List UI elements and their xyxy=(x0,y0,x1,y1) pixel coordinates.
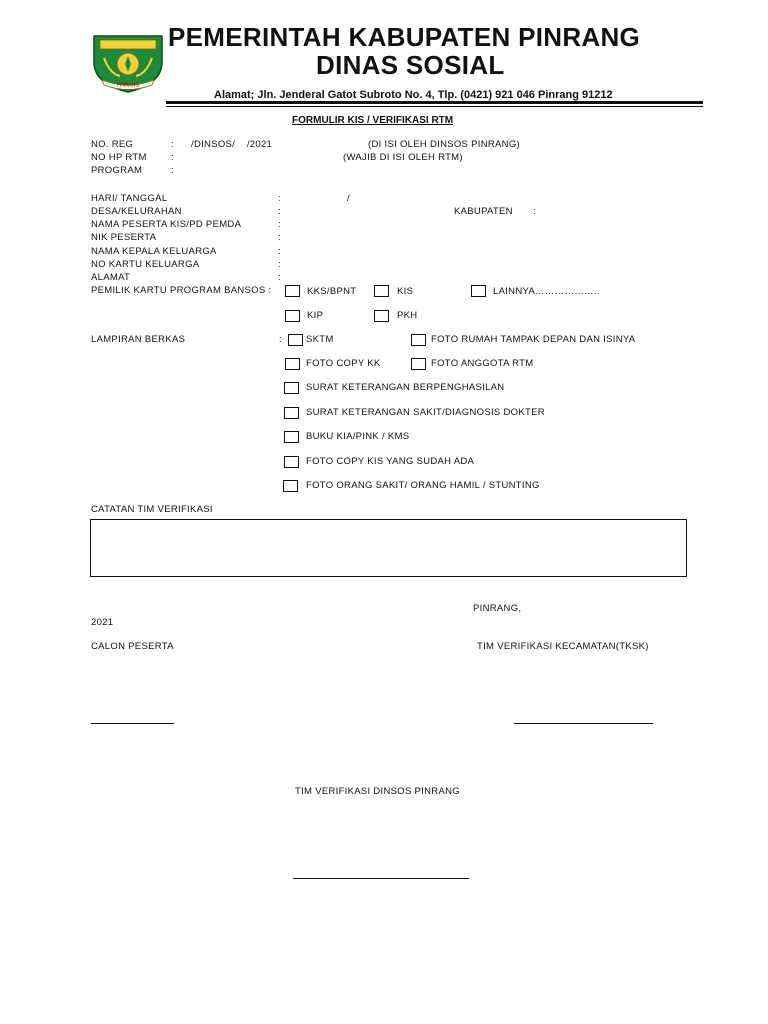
sktm-label: SKTM xyxy=(306,334,334,345)
no-reg-colon: : xyxy=(171,139,174,150)
catatan-label: CATATAN TIM VERIFIKASI xyxy=(91,504,213,515)
buku-kia-checkbox[interactable] xyxy=(284,431,299,443)
foto-anggota-checkbox[interactable] xyxy=(411,358,426,370)
desa-label: DESA/KELURAHAN xyxy=(91,206,182,217)
buku-kia-label: BUKU KIA/PINK / KMS xyxy=(306,431,410,442)
dinsos-label: TIM VERIFIKASI DINSOS PINRANG xyxy=(295,786,460,797)
foto-rumah-label: FOTO RUMAH TAMPAK DEPAN DAN ISINYA xyxy=(431,334,636,345)
kis-label: KIS xyxy=(397,286,414,297)
no-hp-note: (WAJIB DI ISI OLEH RTM) xyxy=(343,152,463,163)
form-title: FORMULIR KIS / VERIFIKASI RTM xyxy=(292,115,454,126)
lainnya-checkbox[interactable] xyxy=(471,285,486,297)
header-subtitle: DINAS SOSIAL xyxy=(316,50,505,80)
pkh-label: PKH xyxy=(397,310,418,321)
kabupaten-label: KABUPATEN xyxy=(454,206,513,217)
copy-kis-checkbox[interactable] xyxy=(284,456,299,468)
kks-bpnt-checkbox[interactable] xyxy=(285,285,300,297)
nama-peserta-label: NAMA PESERTA KIS/PD PEMDA xyxy=(91,219,242,230)
dinsos-signature-line[interactable] xyxy=(293,878,469,879)
sign-year: 2021 xyxy=(91,617,114,628)
ket-penghasilan-checkbox[interactable] xyxy=(284,382,299,394)
alamat-colon: : xyxy=(278,272,281,283)
calon-peserta-signature-line[interactable] xyxy=(91,723,174,724)
date-slash: / xyxy=(347,193,350,204)
ket-sakit-checkbox[interactable] xyxy=(284,407,299,419)
header-rule-thick xyxy=(166,101,703,104)
no-hp-label: NO HP RTM xyxy=(91,152,147,163)
no-reg-note: (DI ISI OLEH DINSOS PINRANG) xyxy=(368,139,520,150)
nama-peserta-colon: : xyxy=(278,219,281,230)
svg-text:PINRANG: PINRANG xyxy=(116,82,140,89)
kip-label: KIP xyxy=(307,310,324,321)
lampiran-colon: : xyxy=(279,334,282,345)
copy-kis-label: FOTO COPY KIS YANG SUDAH ADA xyxy=(306,456,475,467)
pkh-checkbox[interactable] xyxy=(374,310,389,322)
header-rule-thin xyxy=(166,106,703,107)
header-title: PEMERINTAH KABUPATEN PINRANG xyxy=(168,22,641,52)
tksk-signature-line[interactable] xyxy=(514,723,653,724)
desa-colon: : xyxy=(278,206,281,217)
no-kk-label: NO KARTU KELUARGA xyxy=(91,259,200,270)
tksk-label: TIM VERIFIKASI KECAMATAN(TKSK) xyxy=(477,641,649,652)
foto-rumah-checkbox[interactable] xyxy=(411,334,426,346)
nama-kk-colon: : xyxy=(278,246,281,257)
nama-kk-label: NAMA KEPALA KELUARGA xyxy=(91,246,217,257)
foto-anggota-label: FOTO ANGGOTA RTM xyxy=(431,358,534,369)
nik-colon: : xyxy=(278,232,281,243)
kis-checkbox[interactable] xyxy=(374,285,389,297)
hari-tanggal-label: HARI/ TANGGAL xyxy=(91,193,168,204)
lainnya-label: LAINNYA……………….. xyxy=(493,286,600,297)
no-reg-label: NO. REG xyxy=(91,139,134,150)
ket-penghasilan-label: SURAT KETERANGAN BERPENGHASILAN xyxy=(306,382,505,393)
foto-sakit-checkbox[interactable] xyxy=(283,480,298,492)
sign-place: PINRANG, xyxy=(473,603,522,614)
alamat-label: ALAMAT xyxy=(91,272,131,283)
header-address: Alamat; Jln. Jenderal Gatot Subroto No. 4, Tlp. (0421) 921 046 Pinrang 91212 xyxy=(214,89,613,101)
program-label: PROGRAM xyxy=(91,165,143,176)
program-colon: : xyxy=(171,165,174,176)
kabupaten-colon: : xyxy=(533,206,536,217)
no-reg-value[interactable]: /DINSOS/ /2021 xyxy=(191,139,273,150)
foto-sakit-label: FOTO ORANG SAKIT/ ORANG HAMIL / STUNTING xyxy=(306,480,540,491)
pemilik-kartu-label: PEMILIK KARTU PROGRAM BANSOS : xyxy=(91,285,272,296)
kks-bpnt-label: KKS/BPNT xyxy=(307,286,357,297)
sktm-checkbox[interactable] xyxy=(288,334,303,346)
kip-checkbox[interactable] xyxy=(285,310,300,322)
lampiran-label: LAMPIRAN BERKAS xyxy=(91,334,186,345)
foto-kk-checkbox[interactable] xyxy=(285,358,300,370)
hari-tanggal-colon: : xyxy=(278,193,281,204)
catatan-textarea[interactable] xyxy=(90,519,687,577)
kabupaten-pinrang-emblem-icon xyxy=(90,32,166,94)
nik-label: NIK PESERTA xyxy=(91,232,157,243)
foto-kk-label: FOTO COPY KK xyxy=(306,358,381,369)
calon-peserta-label: CALON PESERTA xyxy=(91,641,174,652)
no-kk-colon: : xyxy=(278,259,281,270)
ket-sakit-label: SURAT KETERANGAN SAKIT/DIAGNOSIS DOKTER xyxy=(306,407,545,418)
no-hp-colon: : xyxy=(171,152,174,163)
